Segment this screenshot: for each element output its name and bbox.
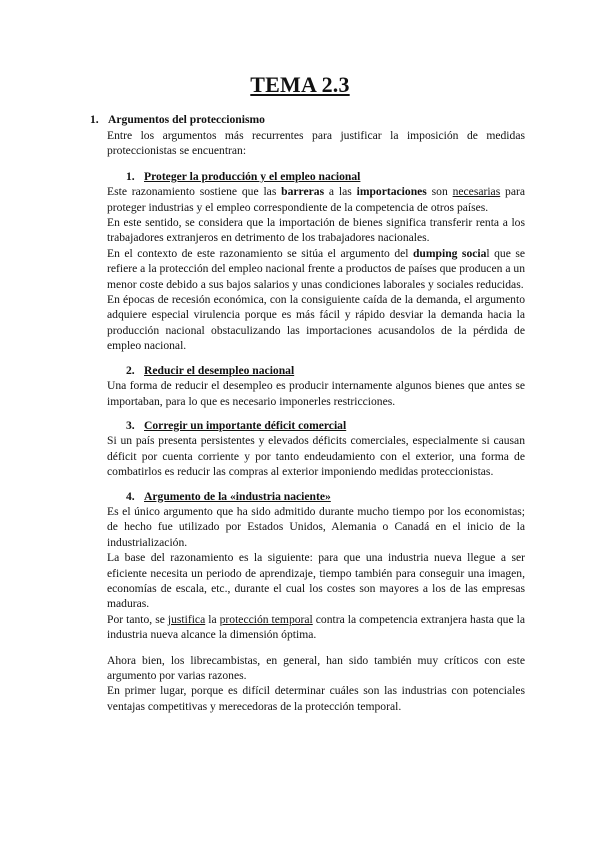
text-run: para proteger industrias y el empleo correspondiente de la competencia de otros países. (107, 185, 525, 214)
text-run: l que se refiere a la protección del empleo nacional frente a productos de países que producen a un menor coste debido a sus bajos salarios y unas condiciones laborales y sociales reducidas. (107, 246, 525, 291)
subsection-number: 2. (126, 363, 135, 377)
subsection-title: Corregir un importante déficit comercial (144, 418, 347, 432)
paragraph: En épocas de recesión económica, con la consiguiente caída de la demanda, el argumento adquiere especial virulencia porque es más fácil y rápido desviar la demanda hacia la producción nacional obstaculizando las importaciones acusandolos de la pérdida de empleo nacional. (107, 293, 525, 353)
subsection-title: Proteger la producción y el empleo nacional (144, 169, 361, 183)
page-title: TEMA 2.3 (250, 72, 350, 97)
text-run: a las (324, 185, 357, 199)
section-heading (90, 113, 265, 126)
paragraph: Una forma de reducir el desempleo es producir internamente algunos bienes que antes se importaban, para lo que es necesario imponerles restricciones. (107, 379, 525, 408)
text-run: Este razonamiento sostiene que las (107, 185, 282, 199)
underlined-term: necesarias (452, 185, 501, 199)
paragraph: Es el único argumento que ha sido admitido durante mucho tiempo por los economistas; de hecho fue utilizado por Estados Unidos, Alemania o Canadá en el inicio de la industrialización. (107, 504, 525, 549)
paragraph (107, 612, 525, 643)
section-heading-text: Argumentos del proteccionismo (108, 113, 265, 126)
document-body (107, 128, 525, 714)
section-number: 1. (90, 113, 99, 126)
paragraph: La base del razonamiento es la siguiente: para que una industria nueva llegue a ser eficiente necesita un periodo de aprendizaje, tiempo también para conseguir una imagen, economías de escala, etc., durante el cual los costes son mayores a los de las empresas maduras. (107, 551, 525, 611)
text-run: contra la competencia extranjera hasta que la industria nueva alcance la dimensión óptima. (107, 612, 525, 642)
subsection-number: 4. (126, 489, 135, 503)
text-run: la (205, 612, 220, 626)
bold-term: barreras (281, 185, 325, 199)
text-run: son (426, 185, 453, 199)
subsection-heading-2 (107, 363, 525, 378)
subsection-heading-4 (107, 489, 525, 504)
bold-term: dumping socia (412, 246, 487, 260)
paragraph (107, 246, 525, 292)
text-run: En el contexto de este razonamiento se sitúa el argumento del (107, 246, 413, 260)
subsection-heading-1 (107, 169, 525, 184)
underlined-term: justifica (167, 612, 206, 626)
paragraph (107, 184, 525, 215)
underlined-term: protección temporal (219, 612, 313, 626)
paragraph: En primer lugar, porque es difícil determinar cuáles son las industrias con potenciales ventajas competitivas y merecedoras de la protección temporal. (107, 684, 525, 713)
paragraph: Ahora bien, los librecambistas, en general, han sido también muy críticos con este argumento por varias razones. (107, 653, 525, 682)
subsection-title: Argumento de la «industria naciente» (144, 489, 331, 503)
text-run: Por tanto, se (107, 612, 168, 626)
subsection-heading-3 (107, 418, 525, 433)
paragraph: En este sentido, se considera que la importación de bienes significa transferir renta a los trabajadores extranjeros en detrimento de los trabajadores nacionales. (107, 216, 525, 245)
subsection-number: 1. (126, 169, 135, 183)
subsection-number: 3. (126, 418, 135, 432)
subsection-title: Reducir el desempleo nacional (144, 363, 295, 377)
section-intro: Entre los argumentos más recurrentes para justificar la imposición de medidas proteccionistas se encuentran: (107, 129, 525, 158)
paragraph: Si un país presenta persistentes y elevados déficits comerciales, especialmente si causan déficit por cuenta corriente y por tanto endeudamiento con el exterior, una forma de combatirlos es reducir las compras al exterior imponiendo medidas proteccionistas. (107, 434, 525, 479)
bold-term: importaciones (356, 185, 427, 199)
